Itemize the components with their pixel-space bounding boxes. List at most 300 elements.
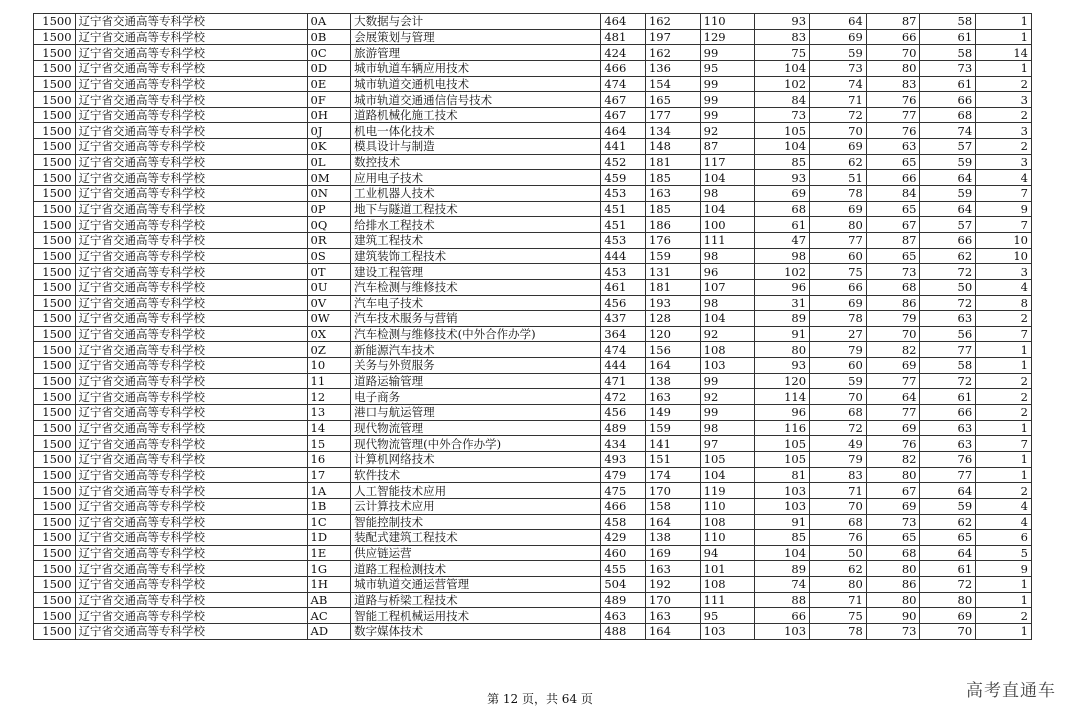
score-c-cell: 69 [920, 608, 976, 624]
major-code-cell: 1C [307, 514, 351, 530]
major-code-cell: 1G [307, 561, 351, 577]
total-score-cell: 479 [601, 467, 646, 483]
school-name-cell: 辽宁省交通高等专科学校 [75, 561, 307, 577]
english-score-cell: 93 [755, 358, 810, 374]
score-c-cell: 63 [920, 436, 976, 452]
chinese-score-cell: 138 [645, 530, 700, 546]
table-row [34, 623, 1032, 639]
school-name-cell: 辽宁省交通高等专科学校 [75, 373, 307, 389]
major-code-cell: 0C [307, 45, 351, 61]
school-code-cell: 1500 [34, 530, 76, 546]
score-a-cell: 74 [810, 76, 867, 92]
rank-count-cell: 3 [976, 123, 1032, 139]
school-code-cell: 1500 [34, 592, 76, 608]
score-c-cell: 73 [920, 60, 976, 76]
table-row [34, 451, 1032, 467]
score-b-cell: 80 [866, 467, 920, 483]
table-row [34, 498, 1032, 514]
major-code-cell: 1H [307, 577, 351, 593]
major-code-cell: 0Q [307, 217, 351, 233]
major-name-cell: 智能工程机械运用技术 [351, 608, 601, 624]
english-score-cell: 93 [755, 170, 810, 186]
math-score-cell: 108 [700, 342, 755, 358]
score-b-cell: 82 [866, 342, 920, 358]
total-score-cell: 471 [601, 373, 646, 389]
table-row [34, 170, 1032, 186]
total-score-cell: 434 [601, 436, 646, 452]
total-score-cell: 452 [601, 154, 646, 170]
score-b-cell: 79 [866, 311, 920, 327]
math-score-cell: 129 [700, 29, 755, 45]
chinese-score-cell: 197 [645, 29, 700, 45]
school-name-cell: 辽宁省交通高等专科学校 [75, 154, 307, 170]
score-a-cell: 69 [810, 295, 867, 311]
rank-count-cell: 1 [976, 451, 1032, 467]
school-code-cell: 1500 [34, 498, 76, 514]
major-name-cell: 装配式建筑工程技术 [351, 530, 601, 546]
chinese-score-cell: 148 [645, 139, 700, 155]
major-code-cell: 0F [307, 92, 351, 108]
total-score-cell: 364 [601, 326, 646, 342]
english-score-cell: 85 [755, 154, 810, 170]
rank-count-cell: 2 [976, 483, 1032, 499]
table-row [34, 295, 1032, 311]
rank-count-cell: 7 [976, 186, 1032, 202]
score-c-cell: 64 [920, 545, 976, 561]
major-name-cell: 机电一体化技术 [351, 123, 601, 139]
score-b-cell: 86 [866, 295, 920, 311]
major-name-cell: 工业机器人技术 [351, 186, 601, 202]
english-score-cell: 84 [755, 92, 810, 108]
school-code-cell: 1500 [34, 420, 76, 436]
chinese-score-cell: 158 [645, 498, 700, 514]
score-a-cell: 83 [810, 467, 867, 483]
major-code-cell: 0X [307, 326, 351, 342]
score-b-cell: 77 [866, 405, 920, 421]
math-score-cell: 97 [700, 436, 755, 452]
table-row [34, 311, 1032, 327]
total-score-cell: 458 [601, 514, 646, 530]
table-row [34, 358, 1032, 374]
chinese-score-cell: 169 [645, 545, 700, 561]
score-a-cell: 59 [810, 45, 867, 61]
chinese-score-cell: 192 [645, 577, 700, 593]
total-score-cell: 504 [601, 577, 646, 593]
total-score-cell: 453 [601, 186, 646, 202]
school-name-cell: 辽宁省交通高等专科学校 [75, 29, 307, 45]
score-b-cell: 73 [866, 623, 920, 639]
major-code-cell: 0N [307, 186, 351, 202]
math-score-cell: 98 [700, 186, 755, 202]
english-score-cell: 73 [755, 107, 810, 123]
major-name-cell: 软件技术 [351, 467, 601, 483]
major-code-cell: 0U [307, 279, 351, 295]
rank-count-cell: 1 [976, 420, 1032, 436]
rank-count-cell: 2 [976, 311, 1032, 327]
math-score-cell: 119 [700, 483, 755, 499]
school-name-cell: 辽宁省交通高等专科学校 [75, 451, 307, 467]
table-row [34, 139, 1032, 155]
school-name-cell: 辽宁省交通高等专科学校 [75, 264, 307, 280]
score-b-cell: 68 [866, 279, 920, 295]
score-b-cell: 69 [866, 498, 920, 514]
total-score-cell: 489 [601, 420, 646, 436]
major-name-cell: 建筑装饰工程技术 [351, 248, 601, 264]
score-c-cell: 72 [920, 264, 976, 280]
major-name-cell: 现代物流管理(中外合作办学) [351, 436, 601, 452]
chinese-score-cell: 159 [645, 248, 700, 264]
total-score-cell: 466 [601, 60, 646, 76]
school-name-cell: 辽宁省交通高等专科学校 [75, 592, 307, 608]
rank-count-cell: 4 [976, 514, 1032, 530]
english-score-cell: 31 [755, 295, 810, 311]
school-name-cell: 辽宁省交通高等专科学校 [75, 217, 307, 233]
major-code-cell: 0B [307, 29, 351, 45]
school-code-cell: 1500 [34, 326, 76, 342]
school-name-cell: 辽宁省交通高等专科学校 [75, 436, 307, 452]
score-b-cell: 77 [866, 373, 920, 389]
math-score-cell: 117 [700, 154, 755, 170]
major-code-cell: 1D [307, 530, 351, 546]
english-score-cell: 104 [755, 139, 810, 155]
school-name-cell: 辽宁省交通高等专科学校 [75, 201, 307, 217]
school-name-cell: 辽宁省交通高等专科学校 [75, 389, 307, 405]
school-code-cell: 1500 [34, 248, 76, 264]
chinese-score-cell: 162 [645, 14, 700, 30]
chinese-score-cell: 138 [645, 373, 700, 389]
major-code-cell: 13 [307, 405, 351, 421]
school-code-cell: 1500 [34, 232, 76, 248]
major-name-cell: 地下与隧道工程技术 [351, 201, 601, 217]
major-code-cell: 16 [307, 451, 351, 467]
english-score-cell: 89 [755, 311, 810, 327]
major-code-cell: 0J [307, 123, 351, 139]
score-c-cell: 77 [920, 467, 976, 483]
score-a-cell: 68 [810, 405, 867, 421]
score-c-cell: 62 [920, 248, 976, 264]
english-score-cell: 83 [755, 29, 810, 45]
math-score-cell: 101 [700, 561, 755, 577]
english-score-cell: 69 [755, 186, 810, 202]
total-score-cell: 472 [601, 389, 646, 405]
score-a-cell: 69 [810, 139, 867, 155]
english-score-cell: 105 [755, 436, 810, 452]
major-name-cell: 数控技术 [351, 154, 601, 170]
school-code-cell: 1500 [34, 561, 76, 577]
school-code-cell: 1500 [34, 514, 76, 530]
major-name-cell: 电子商务 [351, 389, 601, 405]
major-code-cell: 0Z [307, 342, 351, 358]
chinese-score-cell: 186 [645, 217, 700, 233]
total-score-cell: 437 [601, 311, 646, 327]
total-score-cell: 464 [601, 123, 646, 139]
chinese-score-cell: 154 [645, 76, 700, 92]
school-code-cell: 1500 [34, 545, 76, 561]
total-score-cell: 459 [601, 170, 646, 186]
school-name-cell: 辽宁省交通高等专科学校 [75, 530, 307, 546]
total-score-cell: 463 [601, 608, 646, 624]
score-c-cell: 62 [920, 514, 976, 530]
major-name-cell: 城市轨道交通机电技术 [351, 76, 601, 92]
school-name-cell: 辽宁省交通高等专科学校 [75, 123, 307, 139]
math-score-cell: 99 [700, 373, 755, 389]
math-score-cell: 92 [700, 389, 755, 405]
school-name-cell: 辽宁省交通高等专科学校 [75, 60, 307, 76]
chinese-score-cell: 170 [645, 483, 700, 499]
major-code-cell: 1B [307, 498, 351, 514]
table-row [34, 201, 1032, 217]
total-score-cell: 424 [601, 45, 646, 61]
school-code-cell: 1500 [34, 123, 76, 139]
table-row [34, 60, 1032, 76]
math-score-cell: 92 [700, 123, 755, 139]
total-score-cell: 474 [601, 342, 646, 358]
rank-count-cell: 3 [976, 92, 1032, 108]
score-c-cell: 64 [920, 201, 976, 217]
table-row [34, 217, 1032, 233]
chinese-score-cell: 170 [645, 592, 700, 608]
rank-count-cell: 8 [976, 295, 1032, 311]
rank-count-cell: 4 [976, 498, 1032, 514]
score-c-cell: 58 [920, 358, 976, 374]
score-c-cell: 66 [920, 232, 976, 248]
chinese-score-cell: 163 [645, 389, 700, 405]
score-a-cell: 79 [810, 342, 867, 358]
english-score-cell: 91 [755, 514, 810, 530]
math-score-cell: 98 [700, 420, 755, 436]
rank-count-cell: 7 [976, 217, 1032, 233]
school-name-cell: 辽宁省交通高等专科学校 [75, 186, 307, 202]
score-b-cell: 65 [866, 201, 920, 217]
school-name-cell: 辽宁省交通高等专科学校 [75, 405, 307, 421]
major-name-cell: 城市轨道交通运营管理 [351, 577, 601, 593]
major-name-cell: 大数据与会计 [351, 14, 601, 30]
score-b-cell: 80 [866, 592, 920, 608]
score-c-cell: 66 [920, 405, 976, 421]
total-score-cell: 444 [601, 358, 646, 374]
school-name-cell: 辽宁省交通高等专科学校 [75, 498, 307, 514]
score-b-cell: 83 [866, 76, 920, 92]
chinese-score-cell: 163 [645, 608, 700, 624]
school-code-cell: 1500 [34, 608, 76, 624]
score-b-cell: 64 [866, 389, 920, 405]
chinese-score-cell: 165 [645, 92, 700, 108]
score-b-cell: 70 [866, 326, 920, 342]
major-code-cell: 0A [307, 14, 351, 30]
total-score-cell: 451 [601, 201, 646, 217]
school-name-cell: 辽宁省交通高等专科学校 [75, 248, 307, 264]
major-code-cell: 0P [307, 201, 351, 217]
english-score-cell: 81 [755, 467, 810, 483]
major-code-cell: 1E [307, 545, 351, 561]
score-b-cell: 67 [866, 483, 920, 499]
school-code-cell: 1500 [34, 14, 76, 30]
math-score-cell: 107 [700, 279, 755, 295]
score-a-cell: 62 [810, 561, 867, 577]
major-code-cell: 0K [307, 139, 351, 155]
english-score-cell: 80 [755, 342, 810, 358]
total-score-cell: 493 [601, 451, 646, 467]
score-b-cell: 86 [866, 577, 920, 593]
total-score-cell: 467 [601, 107, 646, 123]
school-name-cell: 辽宁省交通高等专科学校 [75, 170, 307, 186]
school-name-cell: 辽宁省交通高等专科学校 [75, 45, 307, 61]
english-score-cell: 68 [755, 201, 810, 217]
score-a-cell: 72 [810, 107, 867, 123]
school-code-cell: 1500 [34, 436, 76, 452]
math-score-cell: 111 [700, 232, 755, 248]
table-row [34, 389, 1032, 405]
math-score-cell: 99 [700, 92, 755, 108]
total-score-cell: 481 [601, 29, 646, 45]
chinese-score-cell: 156 [645, 342, 700, 358]
school-code-cell: 1500 [34, 279, 76, 295]
table-row [34, 92, 1032, 108]
school-name-cell: 辽宁省交通高等专科学校 [75, 342, 307, 358]
school-code-cell: 1500 [34, 154, 76, 170]
rank-count-cell: 4 [976, 279, 1032, 295]
english-score-cell: 103 [755, 483, 810, 499]
table-row [34, 592, 1032, 608]
chinese-score-cell: 159 [645, 420, 700, 436]
score-c-cell: 77 [920, 342, 976, 358]
table-row [34, 342, 1032, 358]
chinese-score-cell: 141 [645, 436, 700, 452]
score-c-cell: 63 [920, 420, 976, 436]
table-row [34, 45, 1032, 61]
math-score-cell: 111 [700, 592, 755, 608]
total-score-cell: 488 [601, 623, 646, 639]
school-name-cell: 辽宁省交通高等专科学校 [75, 545, 307, 561]
major-name-cell: 云计算技术应用 [351, 498, 601, 514]
major-code-cell: 11 [307, 373, 351, 389]
table-row [34, 420, 1032, 436]
english-score-cell: 102 [755, 76, 810, 92]
chinese-score-cell: 176 [645, 232, 700, 248]
table-row [34, 248, 1032, 264]
score-a-cell: 73 [810, 60, 867, 76]
school-code-cell: 1500 [34, 139, 76, 155]
chinese-score-cell: 174 [645, 467, 700, 483]
rank-count-cell: 1 [976, 467, 1032, 483]
math-score-cell: 103 [700, 623, 755, 639]
school-code-cell: 1500 [34, 373, 76, 389]
score-c-cell: 61 [920, 389, 976, 405]
school-name-cell: 辽宁省交通高等专科学校 [75, 483, 307, 499]
major-name-cell: 汽车技术服务与营销 [351, 311, 601, 327]
school-code-cell: 1500 [34, 483, 76, 499]
total-score-cell: 441 [601, 139, 646, 155]
table-row [34, 107, 1032, 123]
major-name-cell: 供应链运营 [351, 545, 601, 561]
score-c-cell: 58 [920, 14, 976, 30]
major-code-cell: 0V [307, 295, 351, 311]
table-row [34, 561, 1032, 577]
math-score-cell: 87 [700, 139, 755, 155]
rank-count-cell: 1 [976, 14, 1032, 30]
total-score-cell: 460 [601, 545, 646, 561]
score-b-cell: 76 [866, 92, 920, 108]
school-name-cell: 辽宁省交通高等专科学校 [75, 311, 307, 327]
rank-count-cell: 10 [976, 248, 1032, 264]
major-name-cell: 汽车检测与维修技术 [351, 279, 601, 295]
chinese-score-cell: 164 [645, 358, 700, 374]
chinese-score-cell: 181 [645, 154, 700, 170]
school-code-cell: 1500 [34, 405, 76, 421]
chinese-score-cell: 181 [645, 279, 700, 295]
english-score-cell: 103 [755, 623, 810, 639]
math-score-cell: 104 [700, 467, 755, 483]
watermark: 高考直通车 [966, 681, 1056, 701]
school-code-cell: 1500 [34, 29, 76, 45]
school-code-cell: 1500 [34, 342, 76, 358]
major-name-cell: 道路运输管理 [351, 373, 601, 389]
math-score-cell: 100 [700, 217, 755, 233]
score-b-cell: 70 [866, 45, 920, 61]
math-score-cell: 104 [700, 311, 755, 327]
english-score-cell: 104 [755, 60, 810, 76]
rank-count-cell: 2 [976, 608, 1032, 624]
rank-count-cell: 1 [976, 623, 1032, 639]
major-name-cell: 数字媒体技术 [351, 623, 601, 639]
school-name-cell: 辽宁省交通高等专科学校 [75, 358, 307, 374]
score-b-cell: 73 [866, 264, 920, 280]
score-a-cell: 71 [810, 592, 867, 608]
english-score-cell: 89 [755, 561, 810, 577]
major-name-cell: 模具设计与制造 [351, 139, 601, 155]
score-c-cell: 57 [920, 217, 976, 233]
major-name-cell: 建设工程管理 [351, 264, 601, 280]
rank-count-cell: 9 [976, 201, 1032, 217]
major-name-cell: 道路与桥梁工程技术 [351, 592, 601, 608]
math-score-cell: 95 [700, 608, 755, 624]
score-b-cell: 69 [866, 420, 920, 436]
score-a-cell: 62 [810, 154, 867, 170]
score-b-cell: 69 [866, 358, 920, 374]
rank-count-cell: 1 [976, 342, 1032, 358]
school-name-cell: 辽宁省交通高等专科学校 [75, 107, 307, 123]
score-c-cell: 72 [920, 577, 976, 593]
major-code-cell: 0L [307, 154, 351, 170]
math-score-cell: 94 [700, 545, 755, 561]
chinese-score-cell: 193 [645, 295, 700, 311]
score-b-cell: 84 [866, 186, 920, 202]
page-number: 第 12 页，共 64 页 [487, 692, 593, 706]
major-code-cell: 14 [307, 420, 351, 436]
rank-count-cell: 1 [976, 577, 1032, 593]
major-name-cell: 给排水工程技术 [351, 217, 601, 233]
math-score-cell: 104 [700, 170, 755, 186]
rank-count-cell: 9 [976, 561, 1032, 577]
table-row [34, 405, 1032, 421]
chinese-score-cell: 162 [645, 45, 700, 61]
english-score-cell: 91 [755, 326, 810, 342]
math-score-cell: 110 [700, 498, 755, 514]
chinese-score-cell: 128 [645, 311, 700, 327]
score-c-cell: 70 [920, 623, 976, 639]
score-b-cell: 76 [866, 436, 920, 452]
score-a-cell: 70 [810, 123, 867, 139]
score-b-cell: 66 [866, 29, 920, 45]
chinese-score-cell: 134 [645, 123, 700, 139]
major-code-cell: 0S [307, 248, 351, 264]
major-code-cell: 0M [307, 170, 351, 186]
table-row [34, 14, 1032, 30]
rank-count-cell: 2 [976, 139, 1032, 155]
school-name-cell: 辽宁省交通高等专科学校 [75, 92, 307, 108]
score-a-cell: 50 [810, 545, 867, 561]
school-name-cell: 辽宁省交通高等专科学校 [75, 76, 307, 92]
